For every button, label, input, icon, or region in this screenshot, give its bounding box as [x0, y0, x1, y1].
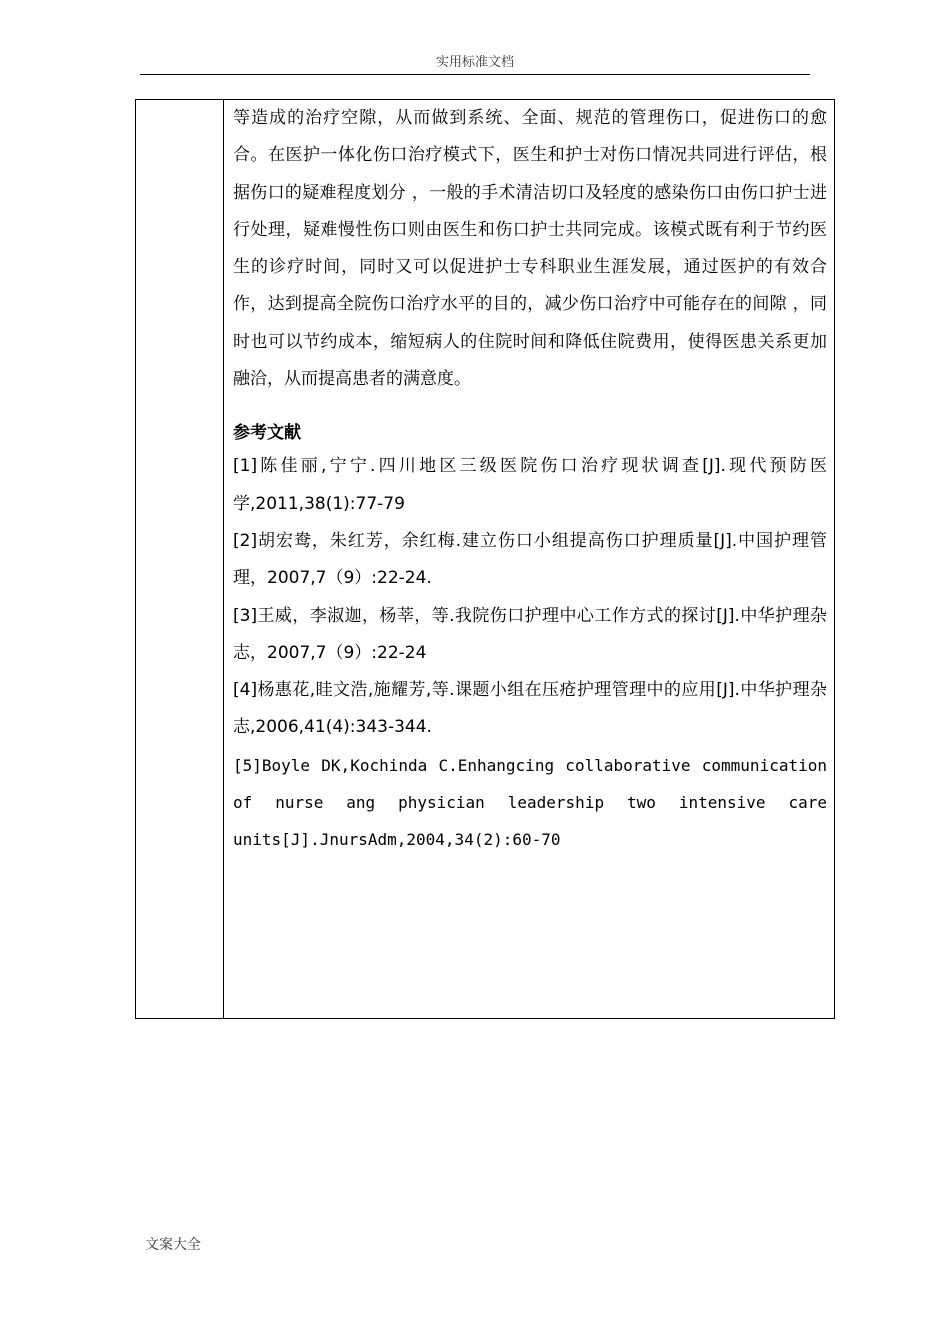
page-header: 实用标准文档: [140, 54, 810, 75]
reference-item-4: [4]杨惠花,眭文浩,施耀芳,等.课题小组在压疮护理管理中的应用[J].中华护理杂志,2006,41(4):343-344.: [233, 680, 827, 738]
body-paragraph: 等造成的治疗空隙，从而做到系统、全面、规范的管理伤口，促进伤口的愈合。在医护一体化伤口治疗模式下，医生和护士对伤口情况共同进行评估，根据伤口的疑难程度划分 ，一般的手术清洁切口及轻度的感染伤口由伤口护士进行处理，疑难慢性伤口则由医生和伤口护士共同完成。该模式既有利于节约医生的诊疗时间，同时又可以促进护士专科职业生涯发展，通过医护的有效合作，达到提高全院伤口治疗水平的目的，减少伤口治疗中可能存在的间隙 ，同时也可以节约成本，缩短病人的住院时间和降低住院费用，使得医患关系更加融洽，从而提高患者的满意度。: [233, 108, 827, 390]
table-left-column: [136, 100, 224, 1018]
reference-item-2: [2]胡宏鸯，朱红芳，余红梅.建立伤口小组提高伤口护理质量[J].中国护理管理，2007,7（9）:22-24.: [233, 530, 827, 589]
reference-item-3: [3]王威，李淑迦，杨莘，等.我院伤口护理中心工作方式的探讨[J].中华护理杂志，2007,7（9）:22-24: [233, 605, 827, 663]
reference-item-1: [1]陈佳丽,宁宁.四川地区三级医院伤口治疗现状调查[J].现代预防医学,2011,38(1):77-79: [233, 456, 827, 514]
content-table: [135, 99, 835, 1019]
reference-item-5: [5]Boyle DK,Kochinda C.Enhangcing collaborative communication of nurse ang physician leadership two intensive care units[J].JnursAdm,2004,34(2):60-70: [233, 755, 827, 850]
table-content-cell: [233, 100, 827, 859]
references-title: 参考文献: [233, 423, 301, 444]
page-footer: 文案大全: [145, 1237, 201, 1253]
